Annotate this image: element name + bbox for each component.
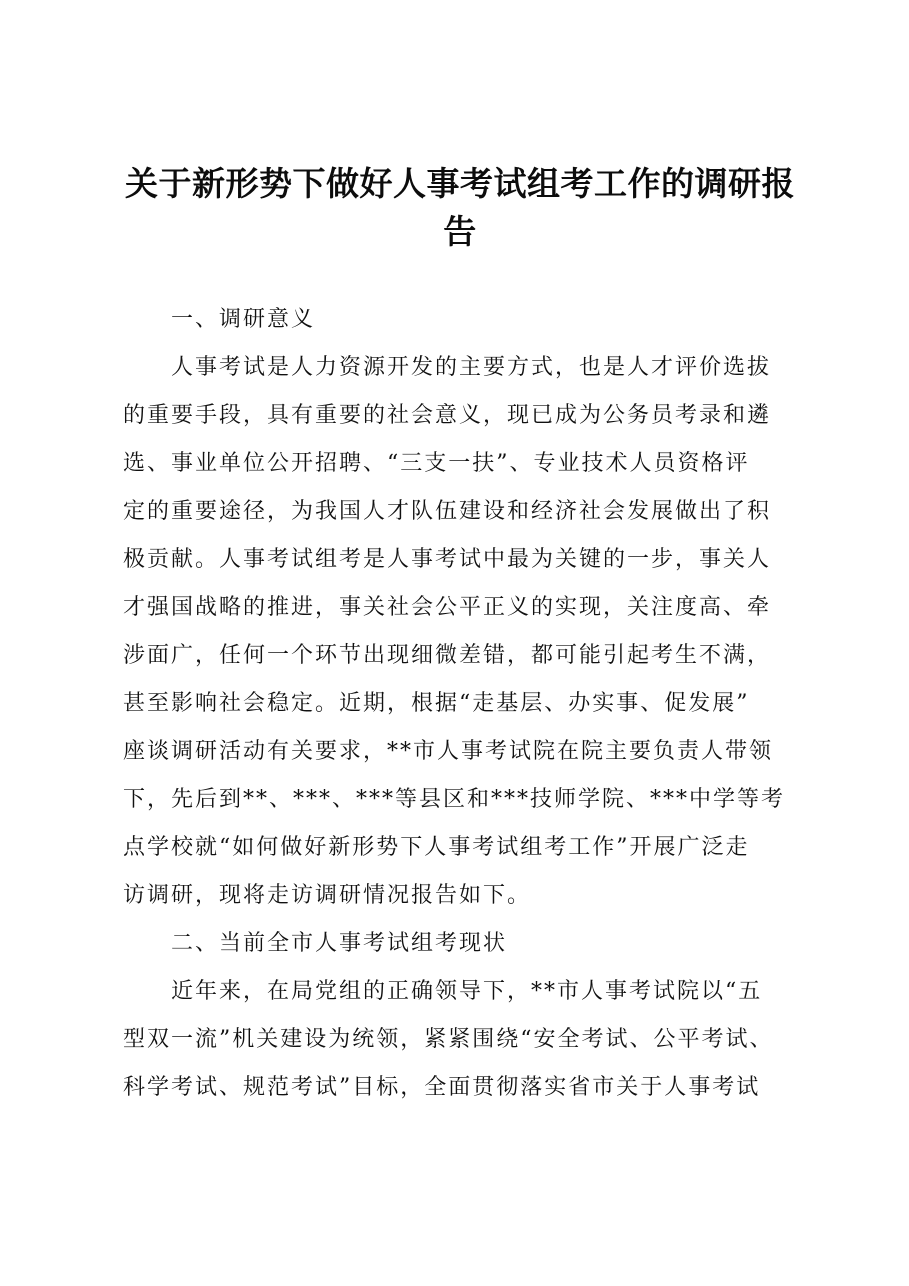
paragraph-line: 定的重要途径，为我国人才队伍建设和经济社会发展做出了积: [123, 499, 772, 524]
paragraph-line: 座谈调研活动有关要求，**市人事考试院在院主要负责人带领: [123, 739, 774, 764]
paragraph-line: 涉面广，任何一个环节出现细微差错，都可能引起考生不满，: [123, 643, 772, 668]
section-heading-2: 二、当前全市人事考试组考现状: [171, 931, 508, 956]
paragraph-line: 人事考试是人力资源开发的主要方式，也是人才评价选拔: [171, 355, 772, 380]
paragraph-line: 近年来，在局党组的正确领导下，**市人事考试院以“五: [171, 979, 763, 1004]
paragraph-line: 甚至影响社会稳定。近期，根据“走基层、办实事、促发展”: [123, 691, 750, 716]
title-line-2: 告: [443, 212, 477, 251]
paragraph-line: 型双一流”机关建设为统领，紧紧围绕“安全考试、公平考试、: [123, 1027, 774, 1052]
document-body: [123, 296, 813, 1112]
paragraph-line: 下，先后到**、***、***等县区和***技师学院、***中学等考: [123, 787, 786, 812]
document-title: [110, 160, 810, 256]
paragraph-line: 的重要手段，具有重要的社会意义，现已成为公务员考录和遴: [123, 403, 772, 428]
paragraph-line: 选、事业单位公开招聘、“三支一扶”、专业技术人员资格评: [123, 451, 750, 476]
paragraph-line: 才强国战略的推进，事关社会公平正义的实现，关注度高、牵: [123, 595, 772, 620]
paragraph-line: 访调研，现将走访调研情况报告如下。: [123, 883, 532, 908]
section-heading-1: 一、调研意义: [171, 307, 316, 332]
paragraph-line: 点学校就“如何做好新形势下人事考试组考工作”开展广泛走: [123, 835, 750, 860]
paragraph-line: 极贡献。人事考试组考是人事考试中最为关键的一步，事关人: [123, 547, 772, 572]
title-line-1: 关于新形势下做好人事考试组考工作的调研报: [125, 164, 795, 203]
paragraph-line: 科学考试、规范考试”目标，全面贯彻落实省市关于人事考试: [123, 1075, 761, 1100]
